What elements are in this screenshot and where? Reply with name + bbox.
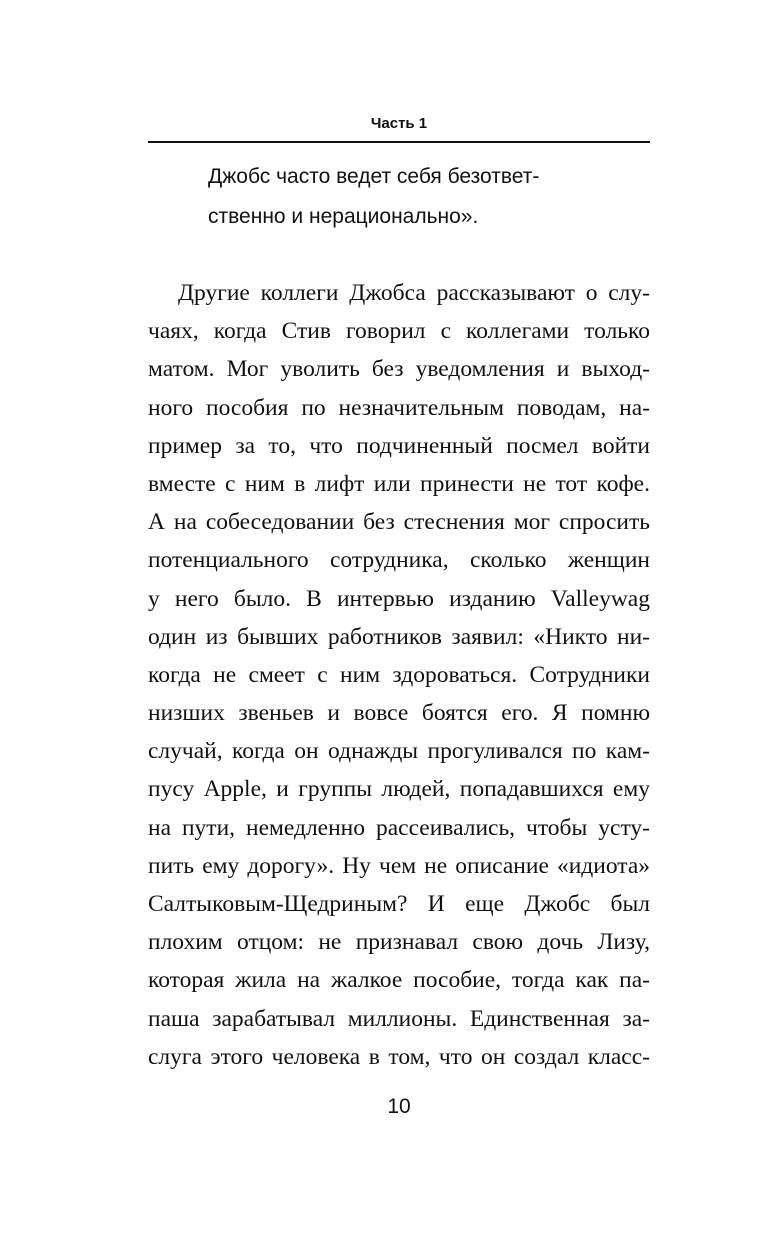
text-line: Салтыковым-Щедриным? И еще Джобс был bbox=[148, 891, 650, 917]
text-line: которая жила на жалкое пособие, тогда как па- bbox=[148, 967, 650, 994]
text-line: ного пособия по незначительным поводам, на- bbox=[148, 394, 650, 421]
quote-line: Джобс часто ведет себя безответ- bbox=[208, 165, 540, 188]
text-line: потенциального сотрудника, сколько женщин bbox=[148, 547, 650, 574]
text-line: случай, когда он однажды прогуливался по кам- bbox=[148, 738, 650, 765]
text-line: когда не смеет с ним здороваться. Сотрудники bbox=[148, 661, 650, 688]
page-number: 10 bbox=[387, 1095, 411, 1118]
quote-line: ственно и нерационально». bbox=[208, 205, 479, 228]
text-line: матом. Мог уволить без уведомления и выход- bbox=[148, 356, 650, 383]
text-line: слуга этого человека в том, что он создал класс- bbox=[148, 1043, 650, 1070]
text-line: один из бывших работников заявил: «Никто ни- bbox=[148, 623, 650, 650]
text-line: низших звеньев и вовсе боятся его. Я помню bbox=[148, 700, 650, 727]
text-line: пить ему дорогу». Ну чем не описание «идиота» bbox=[148, 852, 650, 879]
text-line: чаях, когда Стив говорил с коллегами только bbox=[148, 318, 650, 345]
text-line: А на собеседовании без стеснения мог спросить bbox=[148, 509, 650, 536]
text-line: пусу Apple, и группы людей, попадавшихся ему bbox=[148, 776, 650, 803]
text-line: у него было. В интервью изданию Valleywag bbox=[148, 585, 650, 612]
text-line: пример за то, что подчиненный посмел войти bbox=[148, 432, 650, 459]
text-line: вместе с ним в лифт или принести не тот кофе. bbox=[148, 470, 650, 497]
body-paragraph bbox=[148, 274, 650, 1076]
text-line: паша зарабатывал миллионы. Единственная за- bbox=[148, 1005, 650, 1032]
running-head: Часть 1 bbox=[370, 115, 428, 132]
header-rule bbox=[148, 141, 650, 143]
text-line: Другие коллеги Джобса рассказывают о слу- bbox=[178, 280, 650, 306]
quote-block bbox=[208, 157, 648, 237]
text-line: плохим отцом: не признавал свою дочь Лизу, bbox=[148, 929, 650, 956]
text-line: на пути, немедленно рассеивались, чтобы усту- bbox=[148, 814, 650, 841]
